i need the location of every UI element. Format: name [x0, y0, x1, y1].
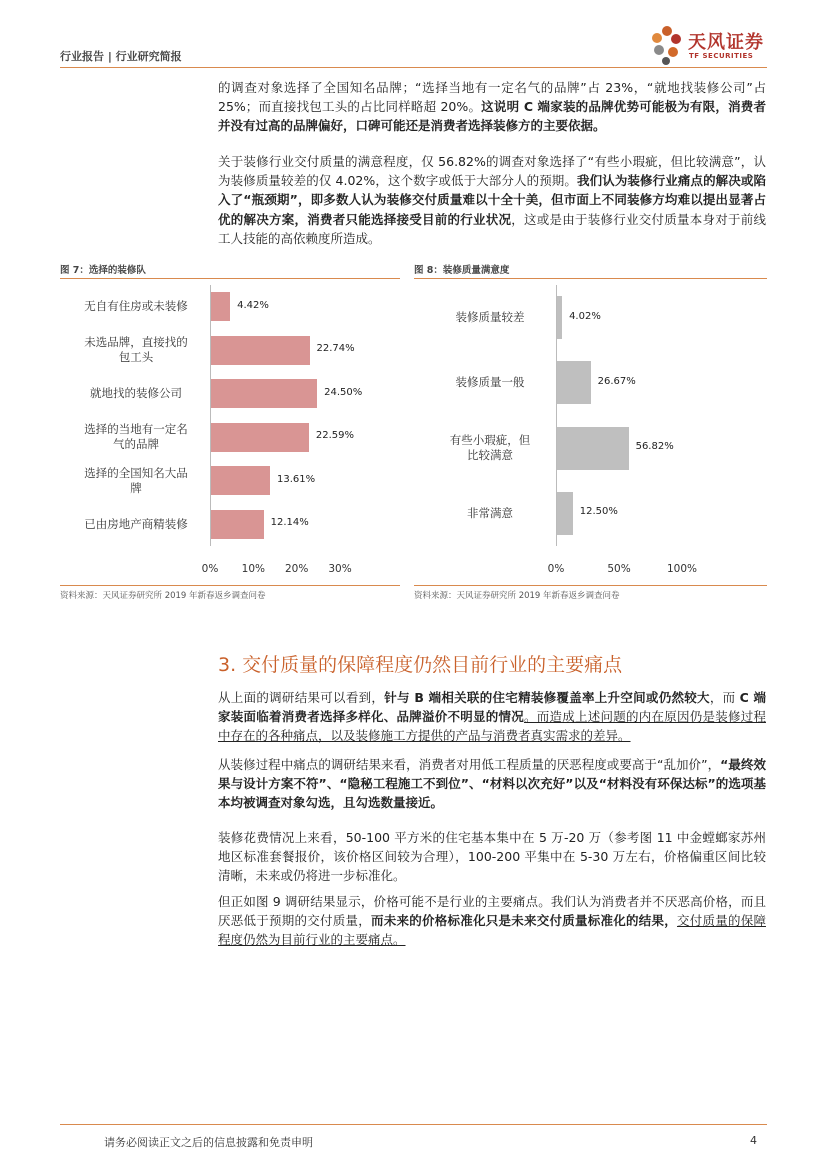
figure-7-title: 图 7：选择的装修队 — [60, 265, 146, 276]
x-tick-label: 30% — [328, 563, 352, 575]
category-label — [70, 517, 202, 532]
category-label — [70, 466, 202, 496]
chart-axis-line — [210, 285, 211, 546]
bar-value-label: 4.42% — [237, 299, 269, 311]
bar-value-label: 24.50% — [324, 386, 363, 398]
header-divider — [60, 67, 767, 68]
bar-value-label: 22.59% — [315, 430, 355, 442]
text-run: ，这或是由于装修行业交付质量本身对于前线工人技能的高依赖度所造成。 — [218, 211, 766, 246]
bar — [557, 296, 562, 339]
figure-8-chart — [414, 280, 767, 585]
text-run: 的调查对象选择了全国知名品牌；“选择当地有一定名气的品牌”占 23%，“就地找装修公司”占 25%；而直接找包工头的占比同样略超 20%。 — [218, 80, 766, 115]
footer-disclaimer: 请务必阅读正文之后的信息披露和免责申明 — [104, 1136, 313, 1149]
bar-value-label: 22.74% — [316, 343, 355, 355]
category-label-line: 非常满意 — [467, 505, 513, 520]
bar — [211, 379, 317, 408]
figure-8-top-line — [414, 278, 767, 279]
figure-7-chart — [60, 280, 400, 585]
footer-divider — [60, 1124, 767, 1125]
text-run-bold: 这说明 C 端家装的品牌优势可能极为有限，消费者并没有过高的品牌偏好，口碑可能还是消费者选择装修方的主要依据。 — [218, 99, 766, 134]
text-run: 装修花费情况上来看，50-100 平方米的住宅基本集中在 5 万-20 万（参考图 11 中金螳螂家苏州地区标准套餐报价，该价格区间较为合理），100-200 平集中在 5-30 万左右，价格偏重区间比较清晰，未来或仍将进一步标准化。 — [218, 830, 766, 884]
x-tick-label: 0% — [201, 563, 219, 575]
text-run: 关于装修行业交付质量的满意程度，仅 56.82%的调查对象选择了“有些小瑕疵，但比较满意”，认为装修质量较差的仅 4.02%，这个数字或低于大部分人的预期。 — [218, 154, 766, 189]
bar — [211, 423, 309, 452]
category-label — [70, 422, 202, 452]
text-run-underlined: 。而造成上述问题的内在原因仍是装修过程中存在的各种痛点，以及装修施工方提供的产品与消费者真实需求的差异。 — [218, 709, 766, 744]
text-run-bold: 我们认为装修行业痛点的解决或陷入了“瓶颈期”，即多数人认为装修交付质量难以十全十美，但市面上不同装修方均难以提出显著占优的解决方案，消费者只能选择接受目前的行业状况 — [218, 173, 766, 227]
text-run-underlined: 交付质量的保障程度仍然为目前行业的主要痛点。 — [218, 913, 766, 948]
category-label — [70, 335, 202, 365]
category-label-line: 包工头 — [118, 350, 154, 365]
text-run: 从上面的调研结果可以看到， — [218, 690, 385, 705]
text-run-bold: “最终效果与设计方案不符”、“隐秘工程施工不到位”、“材料以次充好”以及“材料没有环保达标”的选项基本均被调查对象勾选，且勾选数量接近。 — [218, 757, 766, 811]
category-label-line: 无自有住房或未装修 — [84, 299, 188, 314]
category-label-line: 牌 — [130, 480, 142, 495]
figure-8-title: 图 8：装修质量满意度 — [414, 265, 510, 276]
figure-7-bottom-line — [60, 585, 400, 586]
paragraph-brand-preference — [218, 78, 766, 136]
paragraph-survey-summary — [218, 688, 766, 746]
x-tick-label: 10% — [241, 563, 265, 575]
company-logo — [648, 24, 768, 66]
bar — [211, 336, 310, 365]
figure-8-source: 资料来源：天风证券研究所 2019 年新春返乡调查问卷 — [414, 591, 620, 601]
x-tick-label: 0% — [547, 563, 565, 575]
category-label-line: 装修质量一般 — [455, 375, 525, 390]
category-label-line: 未选品牌，直接找的 — [84, 335, 188, 350]
text-run: 从装修过程中痛点的调研结果来看，消费者对用低工程质量的厌恶程度或要高于“乱加价”， — [218, 757, 721, 772]
paragraph-cost — [218, 828, 766, 886]
category-label — [432, 375, 548, 390]
bar — [557, 427, 629, 470]
text-run-bold: 而未来的价格标准化只是未来交付质量标准化的结果， — [371, 913, 677, 929]
section-title: 3. 交付质量的保障程度仍然目前行业的主要痛点 — [218, 654, 623, 676]
figure-7-top-line — [60, 278, 400, 279]
x-tick-label: 100% — [666, 563, 698, 575]
text-run: 但正如图 9 调研结果显示，价格可能不是行业的主要痛点。我们认为消费者并不厌恶高价格，而且厌恶低于预期的交付质量， — [218, 894, 766, 929]
category-label — [432, 433, 548, 463]
bar — [557, 492, 573, 535]
bar-value-label: 13.61% — [276, 473, 316, 485]
figure-7-source: 资料来源：天风证券研究所 2019 年新春返乡调查问卷 — [60, 591, 266, 601]
text-run-bold: 针与 B 端相关联的住宅精装修覆盖率上升空间或仍然较大 — [384, 690, 710, 705]
logo-text-en: TF SECURITIES — [689, 52, 754, 60]
category-label — [70, 386, 202, 401]
page-number: 4 — [750, 1134, 757, 1147]
bar — [557, 361, 591, 404]
category-label-line: 已由房地产商精装修 — [84, 516, 188, 531]
bar-value-label: 12.14% — [270, 517, 309, 529]
bar-value-label: 56.82% — [635, 441, 674, 453]
flower-logo-icon — [648, 24, 686, 66]
bar — [211, 510, 264, 539]
category-label — [70, 299, 202, 314]
category-label-line: 气的品牌 — [113, 437, 159, 452]
category-label — [432, 310, 548, 325]
bar-value-label: 4.02% — [569, 310, 601, 322]
figure-8-bottom-line — [414, 585, 767, 586]
paragraph-pain-points — [218, 755, 766, 813]
x-tick-label: 20% — [284, 563, 309, 575]
category-label-line: 选择的全国知名大品 — [84, 465, 188, 480]
bar — [211, 292, 230, 321]
category-label-line: 有些小瑕疵，但 — [449, 433, 531, 448]
text-run-bold: C 端家装面临着消费者选择多样化、品牌溢价不明显的情况 — [218, 690, 766, 725]
text-run: ，而 — [709, 690, 740, 705]
bar-value-label: 26.67% — [597, 375, 636, 387]
category-label-line: 选择的当地有一定名 — [84, 422, 188, 437]
category-label-line: 就地找的装修公司 — [90, 386, 182, 401]
report-type-label: 行业报告 | 行业研究简报 — [60, 50, 182, 63]
category-label-line: 比较满意 — [467, 448, 513, 463]
category-label — [432, 506, 548, 521]
category-label-line: 装修质量较差 — [455, 310, 525, 325]
paragraph-price-conclusion — [218, 892, 766, 950]
bar-value-label: 12.50% — [579, 506, 618, 518]
logo-text-cn: 天风证券 — [688, 32, 764, 53]
bar — [211, 466, 270, 495]
paragraph-quality-satisfaction — [218, 152, 766, 248]
x-tick-label: 50% — [607, 563, 631, 575]
